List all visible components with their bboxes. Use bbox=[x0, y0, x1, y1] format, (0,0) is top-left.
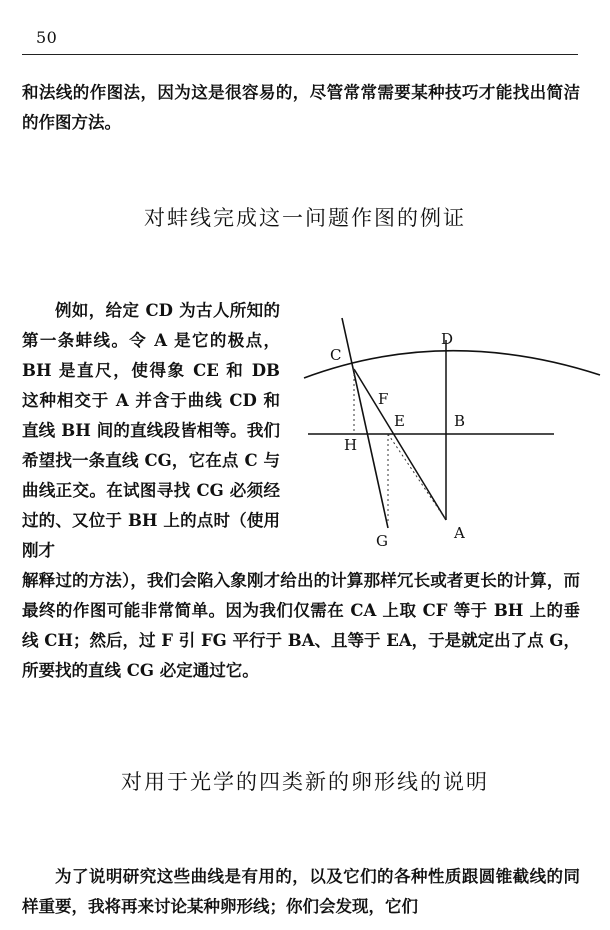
label-c: C bbox=[330, 346, 342, 364]
conchoid-paragraph-full: 解释过的方法），我们会陷入象刚才给出的计算那样冗长或者更长的计算，而最终的作图可能非常简单。因为我们仅需在 CA 上取 CF 等于 BH 上的垂线 CH；然后，过 F 引 FG 平行于 BA、且等于 EA，于是就定出了点 G，所要找的直线 CG 必定通过它。 bbox=[22, 571, 580, 680]
line-ca bbox=[354, 369, 446, 520]
label-d: D bbox=[441, 330, 454, 348]
label-a: A bbox=[454, 524, 465, 542]
conchoid-curve bbox=[304, 351, 600, 378]
label-e: E bbox=[394, 412, 405, 430]
conchoid-figure bbox=[296, 300, 606, 560]
ovals-paragraph: 为了说明研究这些曲线是有用的，以及它们的各种性质跟圆锥截线的同样重要，我将再来讨论某种卵形线；你们会发现，它们 bbox=[22, 867, 580, 916]
section-heading-conchoid: 对蚌线完成这一问题作图的例证 bbox=[144, 206, 466, 230]
label-h: H bbox=[344, 436, 358, 454]
label-b: B bbox=[454, 412, 466, 430]
label-f: F bbox=[378, 390, 389, 408]
intro-paragraph: 和法线的作图法，因为这是很容易的，尽管常常需要某种技巧才能找出简洁的作图方法。 bbox=[22, 83, 580, 132]
line-through-c bbox=[342, 318, 388, 528]
label-g: G bbox=[376, 532, 388, 550]
page-number: 50 bbox=[36, 28, 58, 47]
conchoid-paragraph-wrapped: 例如，给定 CD 为古人所知的第一条蚌线。令 A 是它的极点，BH 是直尺，使得象 CE 和 DB 这种相交于 A 并含于曲线 CD 和直线 BH 间的直线段皆相等。我们希望找一条直线 CG，它在点 C 与曲线正交。在试图寻找 CG 必须经过的、又位于 BH 上的点时（使用刚才 bbox=[22, 301, 280, 560]
header-rule bbox=[22, 54, 578, 55]
section-heading-ovals: 对用于光学的四类新的卵形线的说明 bbox=[121, 770, 489, 794]
